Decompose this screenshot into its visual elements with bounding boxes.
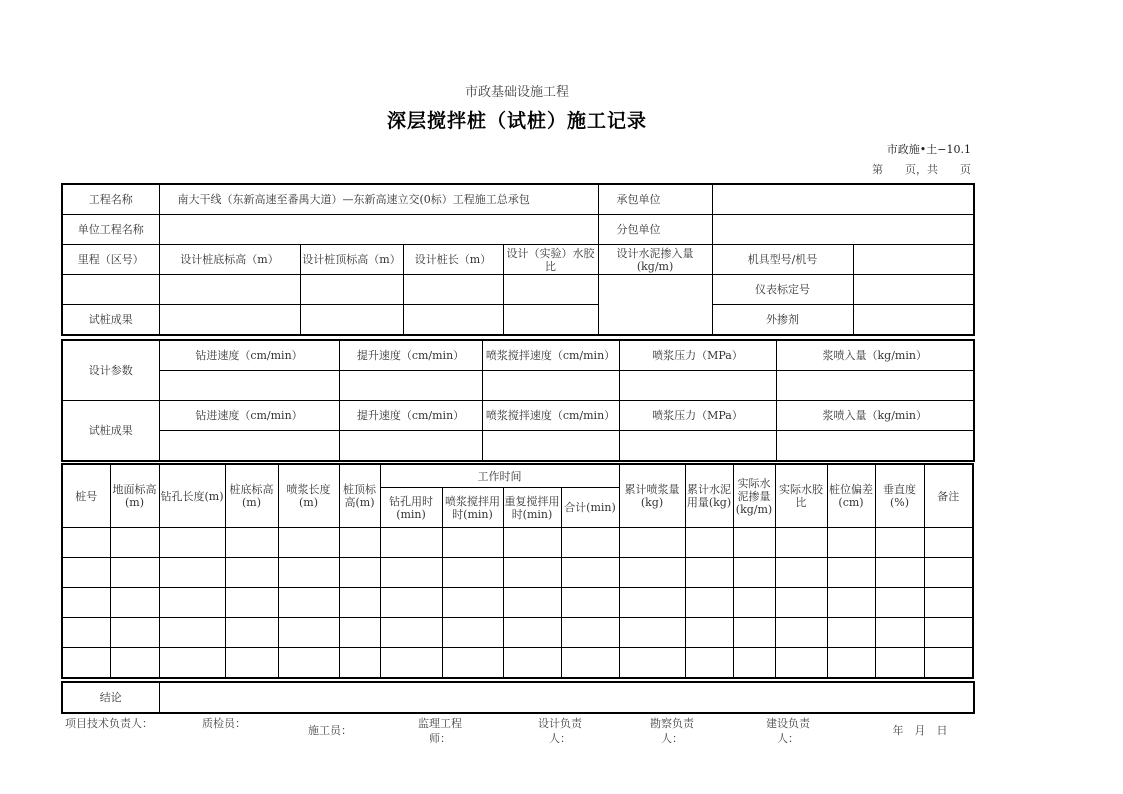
record-cell[interactable] — [110, 558, 159, 588]
record-cell[interactable] — [561, 528, 619, 558]
record-cell[interactable] — [110, 618, 159, 648]
record-cell[interactable] — [278, 588, 339, 618]
design-drill-speed-label: 钻进速度（cm/min） — [159, 340, 339, 371]
record-cell[interactable] — [339, 558, 380, 588]
design-drill-speed-value[interactable] — [159, 371, 339, 401]
record-cell[interactable] — [924, 618, 973, 648]
record-cell[interactable] — [924, 528, 973, 558]
design-pressure-label: 喷浆压力（MPa） — [619, 340, 776, 371]
calibration-label: 仪表标定号 — [712, 275, 853, 305]
table-row — [62, 588, 973, 618]
wc-ratio-label: 设计（实验）水胶比 — [503, 245, 598, 275]
record-cell[interactable] — [380, 528, 442, 558]
hdr-cum-cement: 累计水泥用量(kg) — [685, 464, 733, 528]
cement-ratio-value[interactable] — [598, 275, 712, 336]
design-mix-speed-label: 喷浆搅拌速度（cm/min） — [482, 340, 619, 371]
record-cell[interactable] — [442, 528, 503, 558]
table-row — [62, 648, 973, 679]
record-cell[interactable] — [159, 588, 225, 618]
record-cell[interactable] — [775, 558, 827, 588]
record-cell[interactable] — [924, 648, 973, 679]
record-cell[interactable] — [685, 588, 733, 618]
record-cell[interactable] — [827, 618, 875, 648]
trial-result-label: 试桩成果 — [62, 305, 159, 336]
design-top-label: 设计桩顶标高（m） — [300, 245, 403, 275]
record-cell[interactable] — [561, 588, 619, 618]
form-subtitle: 市政基础设施工程 — [464, 85, 569, 100]
table-row — [62, 618, 973, 648]
record-cell[interactable] — [159, 558, 225, 588]
record-cell[interactable] — [561, 558, 619, 588]
design-bottom-label: 设计桩底标高（m） — [159, 245, 300, 275]
record-cell[interactable] — [159, 618, 225, 648]
record-cell[interactable] — [62, 588, 110, 618]
hdr-top-elev: 桩顶标高(m) — [339, 464, 380, 528]
record-cell[interactable] — [442, 558, 503, 588]
hdr-drill-time: 钻孔用时(min) — [380, 488, 442, 528]
record-cell[interactable] — [225, 588, 278, 618]
record-cell[interactable] — [685, 528, 733, 558]
record-cell[interactable] — [733, 588, 775, 618]
record-cell[interactable] — [827, 558, 875, 588]
record-cell[interactable] — [827, 588, 875, 618]
trial-result-top[interactable] — [300, 305, 403, 336]
hdr-position-dev: 桩位偏差(cm) — [827, 464, 875, 528]
contractor-label: 承包单位 — [598, 184, 712, 215]
record-cell[interactable] — [875, 648, 924, 679]
record-cell[interactable] — [685, 558, 733, 588]
table-row — [62, 528, 973, 558]
sig-constructor: 施工员： — [308, 724, 352, 737]
conclusion-label: 结论 — [62, 682, 159, 713]
trial-result-length[interactable] — [403, 305, 503, 336]
trial-result-bottom[interactable] — [159, 305, 300, 336]
hdr-bottom-elev: 桩底标高(m) — [225, 464, 278, 528]
record-cell[interactable] — [503, 648, 561, 679]
record-cell[interactable] — [380, 648, 442, 679]
sig-survey-lead: 勘察负责人： — [650, 717, 694, 745]
record-cell[interactable] — [775, 618, 827, 648]
mileage-value[interactable] — [62, 275, 159, 305]
record-cell[interactable] — [619, 558, 685, 588]
trial-lift-speed-value[interactable] — [339, 431, 482, 462]
trial-pressure-label: 喷浆压力（MPa） — [619, 401, 776, 431]
record-cell[interactable] — [875, 558, 924, 588]
trial-pressure-value[interactable] — [619, 431, 776, 462]
hdr-spray-len: 喷浆长度(m) — [278, 464, 339, 528]
record-cell[interactable] — [339, 648, 380, 679]
design-pressure-value[interactable] — [619, 371, 776, 401]
record-cell[interactable] — [924, 558, 973, 588]
design-length-value[interactable] — [403, 275, 503, 305]
hdr-total-time: 合计(min) — [561, 488, 619, 528]
table-row — [62, 558, 973, 588]
record-cell[interactable] — [62, 558, 110, 588]
record-cell[interactable] — [775, 588, 827, 618]
sig-project-tech: 项目技术负责人： — [65, 717, 153, 730]
record-cell[interactable] — [62, 618, 110, 648]
record-cell[interactable] — [380, 558, 442, 588]
hdr-verticality: 垂直度(%) — [875, 464, 924, 528]
machine-label: 机具型号/机号 — [712, 245, 853, 275]
wc-ratio-value[interactable] — [503, 275, 598, 305]
contractor-value[interactable] — [712, 184, 974, 215]
record-cell[interactable] — [110, 588, 159, 618]
record-cell[interactable] — [380, 588, 442, 618]
sig-owner-lead: 建设负责人： — [766, 717, 810, 745]
record-cell[interactable] — [875, 618, 924, 648]
page-count: 第 页，共 页 — [872, 163, 971, 176]
record-cell[interactable] — [62, 528, 110, 558]
record-cell[interactable] — [159, 528, 225, 558]
design-mix-speed-value[interactable] — [482, 371, 619, 401]
sig-date: 年 月 日 — [892, 724, 948, 737]
record-cell[interactable] — [827, 648, 875, 679]
record-cell[interactable] — [442, 648, 503, 679]
record-cell[interactable] — [62, 648, 110, 679]
record-cell[interactable] — [733, 648, 775, 679]
project-info-table — [61, 183, 975, 336]
record-cell[interactable] — [110, 648, 159, 679]
mileage-label: 里程（区号） — [62, 245, 159, 275]
trial-flow-value[interactable] — [776, 431, 974, 462]
record-cell[interactable] — [875, 528, 924, 558]
design-params-label: 设计参数 — [62, 340, 159, 401]
trial-params-label: 试桩成果 — [62, 401, 159, 462]
pile-record-table — [61, 463, 974, 679]
conclusion-value[interactable] — [159, 682, 974, 713]
design-top-value[interactable] — [300, 275, 403, 305]
design-flow-label: 浆喷入量（kg/min） — [776, 340, 974, 371]
unit-project-value[interactable] — [159, 215, 598, 245]
record-cell[interactable] — [875, 588, 924, 618]
machine-value[interactable] — [853, 245, 974, 275]
record-cell[interactable] — [278, 618, 339, 648]
record-cell[interactable] — [503, 588, 561, 618]
hdr-ground-elev: 地面标高(m) — [110, 464, 159, 528]
record-cell[interactable] — [561, 648, 619, 679]
unit-project-label: 单位工程名称 — [62, 215, 159, 245]
record-cell[interactable] — [339, 618, 380, 648]
record-cell[interactable] — [110, 528, 159, 558]
hdr-mix-time: 喷浆搅拌用时(min) — [442, 488, 503, 528]
hdr-actual-cement: 实际水泥掺量(kg/m) — [733, 464, 775, 528]
record-cell[interactable] — [278, 648, 339, 679]
record-cell[interactable] — [225, 528, 278, 558]
subcontractor-label: 分包单位 — [598, 215, 712, 245]
calibration-value[interactable] — [853, 275, 974, 305]
trial-result-ratio[interactable] — [503, 305, 598, 336]
design-flow-value[interactable] — [776, 371, 974, 401]
trial-mix-speed-value[interactable] — [482, 431, 619, 462]
record-cell[interactable] — [225, 648, 278, 679]
record-cell[interactable] — [619, 618, 685, 648]
record-cell[interactable] — [278, 558, 339, 588]
project-name-value[interactable]: 南大干线（东新高速至番禺大道）—东新高速立交(0标）工程施工总承包 — [159, 184, 598, 215]
record-cell[interactable] — [685, 648, 733, 679]
record-cell[interactable] — [775, 528, 827, 558]
form-code: 市政施•土−10.1 — [886, 143, 971, 156]
record-cell[interactable] — [619, 588, 685, 618]
hdr-drill-len: 钻孔长度(m) — [159, 464, 225, 528]
hdr-remarks: 备注 — [924, 464, 973, 528]
sig-quality-inspector: 质检员： — [202, 717, 246, 730]
design-lift-speed-label: 提升速度（cm/min） — [339, 340, 482, 371]
hdr-actual-ratio: 实际水胶比 — [775, 464, 827, 528]
conclusion-table — [61, 681, 975, 714]
record-cell[interactable] — [775, 648, 827, 679]
trial-lift-speed-label: 提升速度（cm/min） — [339, 401, 482, 431]
hdr-pile-no: 桩号 — [62, 464, 110, 528]
record-cell[interactable] — [442, 588, 503, 618]
record-cell[interactable] — [924, 588, 973, 618]
record-cell[interactable] — [619, 528, 685, 558]
record-cell[interactable] — [503, 618, 561, 648]
record-cell[interactable] — [278, 528, 339, 558]
hdr-cum-slurry: 累计喷浆量(kg) — [619, 464, 685, 528]
admixture-label: 外掺剂 — [712, 305, 853, 336]
record-cell[interactable] — [503, 528, 561, 558]
hdr-work-time: 工作时间 — [380, 464, 619, 488]
sig-design-lead: 设计负责人： — [538, 717, 582, 745]
cement-ratio-label: 设计水泥掺入量(kg/m) — [598, 245, 712, 275]
design-length-label: 设计桩长（m） — [403, 245, 503, 275]
record-cell[interactable] — [225, 618, 278, 648]
subcontractor-value[interactable] — [712, 215, 974, 245]
record-cell[interactable] — [685, 618, 733, 648]
record-cell[interactable] — [225, 558, 278, 588]
sig-supervisor: 监理工程师： — [418, 717, 462, 745]
record-cell[interactable] — [827, 528, 875, 558]
record-cell[interactable] — [159, 648, 225, 679]
form-title: 深层搅拌桩（试桩）施工记录 — [386, 110, 647, 132]
design-lift-speed-value[interactable] — [339, 371, 482, 401]
record-cell[interactable] — [380, 618, 442, 648]
record-cell[interactable] — [733, 558, 775, 588]
record-cell[interactable] — [339, 588, 380, 618]
trial-flow-label: 浆喷入量（kg/min） — [776, 401, 974, 431]
record-cell[interactable] — [503, 558, 561, 588]
trial-mix-speed-label: 喷浆搅拌速度（cm/min） — [482, 401, 619, 431]
record-cell[interactable] — [733, 618, 775, 648]
parameters-table — [61, 339, 975, 462]
record-cell[interactable] — [561, 618, 619, 648]
design-bottom-value[interactable] — [159, 275, 300, 305]
admixture-value[interactable] — [853, 305, 974, 336]
record-cell[interactable] — [733, 528, 775, 558]
hdr-remix-time: 重复搅拌用时(min) — [503, 488, 561, 528]
trial-drill-speed-value[interactable] — [159, 431, 339, 462]
record-cell[interactable] — [619, 648, 685, 679]
record-cell[interactable] — [442, 618, 503, 648]
record-cell[interactable] — [339, 528, 380, 558]
project-name-label: 工程名称 — [62, 184, 159, 215]
trial-drill-speed-label: 钻进速度（cm/min） — [159, 401, 339, 431]
